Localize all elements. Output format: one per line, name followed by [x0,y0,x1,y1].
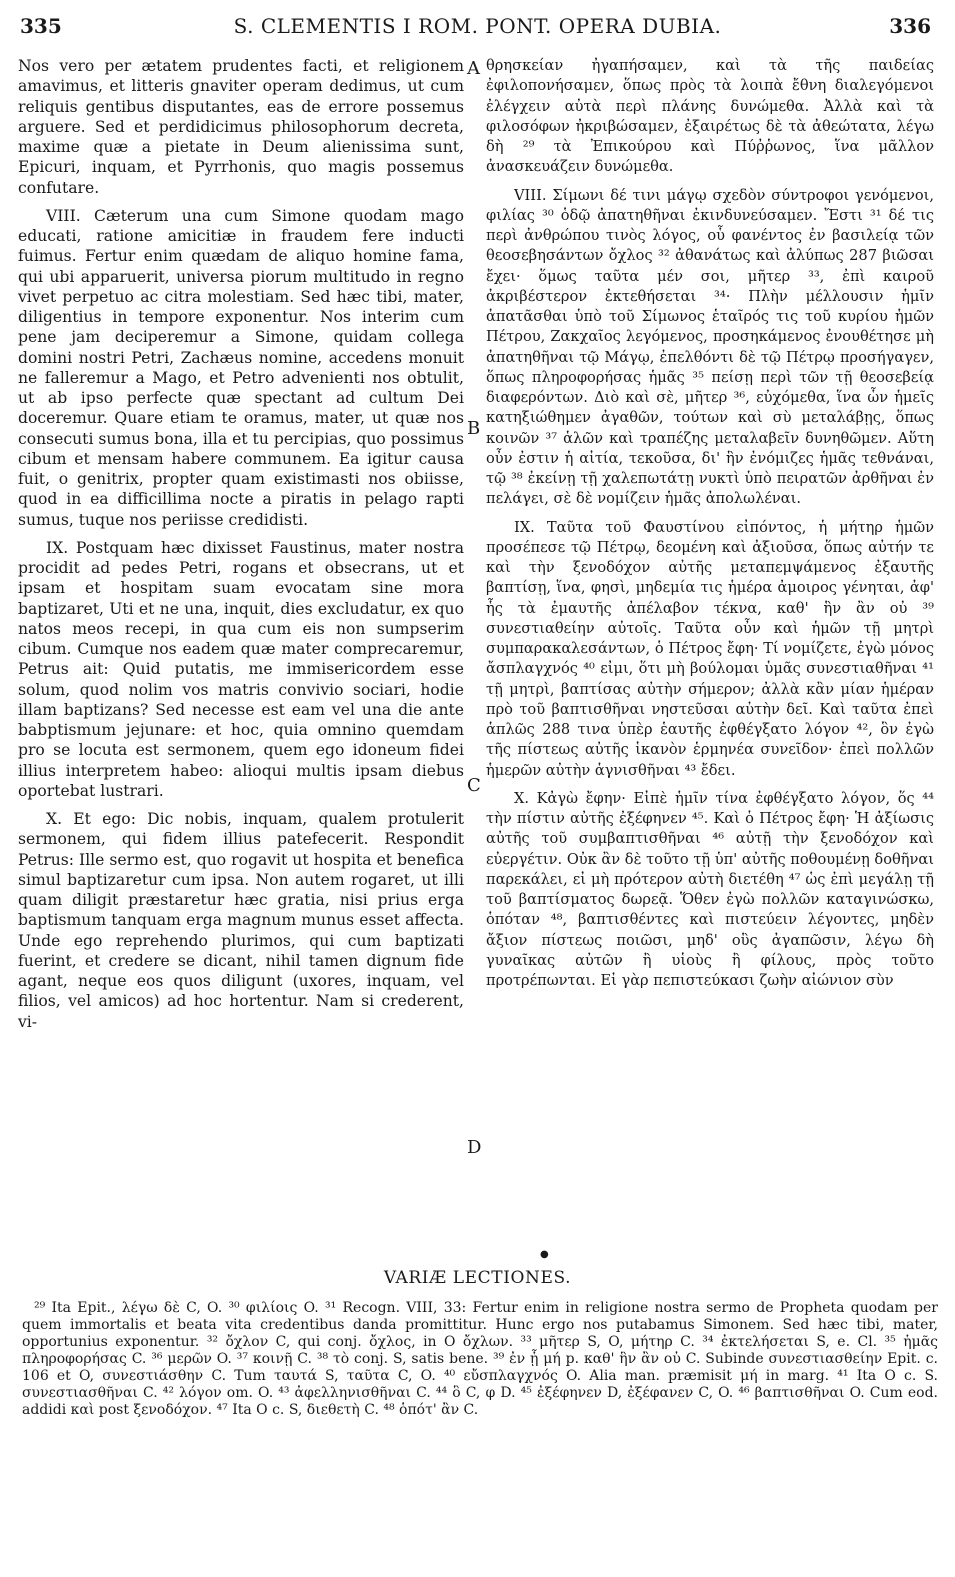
column-marker-c: C [467,775,481,796]
latin-column [18,56,464,1032]
column-marker-a: A [467,58,480,79]
greek-paragraph-viii: VIII. Σίμωνι δέ τινι μάγῳ σχεδὸν σύντροφοι γενόμενοι, φιλίας ³⁰ ὁδῷ ἀπατηθῆναι ἐκινδυνεύσαμεν. Ἔστι ³¹ δέ τις περὶ ἀνθρώπου τινὸς λόγος, οὗ φανέντος ἐν βασιλείᾳ τῶν θεοσεβησάντων ὄχλος ³² ἀθανάτως καὶ ἀλύπως 287 βιῶσαι ἔχει· ὅμως ταῦτα μέν σοι, μῆτερ ³³, ἐπὶ καιροῦ ἀκριβέστερον ἐκτεθήσεται ³⁴· Πλὴν μέλλουσιν ἡμῖν ἀπατᾶσθαι ὑπὸ τοῦ Σίμωνος ἑταῖρός τις τοῦ κυρίου ἡμῶν Πέτρου, Ζακχαῖος λεγόμενος, προσηκάμενος ἐνουθέτησε μὴ ἀπατηθῆναι τῷ Μάγῳ, ἐπελθόντι δὲ τῷ Πέτρῳ προσήγαγεν, ὅπως πληροφορήσας ἡμᾶς ³⁵ πείσῃ περὶ τῶν τῇ θεοσεβείᾳ διαφερόντων. Διὸ καὶ σὲ, μῆτερ ³⁶, εὐχόμεθα, ἵνα ὧν ἡμεῖς κατηξιώθημεν ἀγαθῶν, τούτων καὶ σὺ μεταλάβῃς, ὅπως κοινῶν ³⁷ ἁλῶν καὶ τραπέζης μεταλαβεῖν δυνηθῶμεν. Αὕτη οὖν ἐστιν ἡ αἰτία, τεκοῦσα, δι' ἣν ἐνόμιζες ἡμᾶς τεθνάναι, τῷ ³⁸ ἐκείνῃ τῇ χαλεπωτάτῃ νυκτὶ ὑπὸ πειρατῶν ἀρθῆναι ἐν πελάγει, σὲ δὲ νομίζειν ἡμᾶς ἀπολωλέναι. [486,186,934,508]
variae-lectiones-notes [22,1300,938,1419]
variae-lectiones-text: ²⁹ Ita Epit., λέγω δὲ C, O. ³⁰ φιλίοις O. ³¹ Recogn. VIII, 33: Fertur enim in religione nostra sermo de Propheta quodam per quem immortalis et beata vita credentibus danda promittitur. Hunc ergo nos putabamus Simonem. Sed hæc tibi, mater, opportunius exponentur. ³² ὄχλον C, qui conj. ὄχλος, in O ὄχλων. ³³ μῆτερ S, O, μήτηρ C. ³⁴ ἐκτελήσεται S, e. Cl. ³⁵ ἡμᾶς πληροφορήσας C. ³⁶ μερῶν O. ³⁷ κοινῇ C. ³⁸ τὸ conj. S, satis bene. ³⁹ ἐν ᾗ μή p. καθ' ἣν ἂν οὐ C. Subinde συνεστιασθείην Epit. c. 106 et O, συνεστιάσθην C. Tum ταυτά S, ταῦτα C, O. ⁴⁰ εὔσπλαγχνός O. Alia man. præmisit μή in marg. ⁴¹ Ita O c. S. συνεστιασθῆναι C. ⁴² λόγον om. O. ⁴³ ἀφελληνισθῆναι C. ⁴⁴ ὃ C, φ D. ⁴⁵ ἐξέφηνεν D, ἐξέφανεν C, O. ⁴⁶ βαπτισθῆναι O. Cum eod. addidi καὶ post ξενοδόχον. ⁴⁷ Ita O c. S, διεθετὴ C. ⁴⁸ ὁπότ' ἂν C. [22,1300,938,1418]
latin-paragraph-ix: IX. Postquam hæc dixisset Faustinus, mater nostra procidit ad pedes Petri, rogans et obsecrans, ut et ipsam et hospitam suam evocatam sine mora baptizaret, Uti et ne una, inquit, dies excludatur, ex quo natos meos recepi, in qua cum eis non sumpserim cibum. Cumque nos eadem quæ mater comprecaremur, Petrus ait: Quid putatis, me immisericordem esse solum, quod nolim vos matris convivio sociari, hodie illam baptizans? Sed necesse est eam vel una die ante babptismum jejunare: et hoc, quia omnino quemdam pro se locuta est sermonem, quem ego idoneum fidei illius interpretem habeo: alioqui multis ipsam diebus oportebat lustrari. [18,538,464,800]
page-number-right: 336 [889,14,931,38]
page-header [0,14,955,44]
separator-dot: ● [540,1249,549,1260]
latin-paragraph-viii: VIII. Cæterum una cum Simone quodam mago educati, ratione amicitiæ in fraudem fere inducti fuimus. Fertur enim quædam de aliquo homine fama, qui ubi apparuerit, universa piorum multitudo in regno vivet perpetuo ac citra molestiam. Sed hæc tibi, mater, diligentius in tempore exponentur. Nos interim cum pene jam deciperemur a Simone, quidam collega domini nostri Petri, Zachæus nomine, accedens monuit ne falleremur a Mago, et Petro advenienti nos obtulit, ut ab ipso perfecte quæ spectant ad cultum Dei doceremur. Quare etiam te oramus, mater, ut quæ nos consecuti sumus bona, illa et tu percipias, quo possimus cibum et mensam habere communem. Ea igitur causa fuit, o genitrix, propter quam existimasti nos obiisse, quod in ea difficillima nocte a piratis in pelago rapti sumus, tuque nos periisse credidisti. [18,206,464,529]
greek-paragraph-intro: θρησκείαν ἠγαπήσαμεν, καὶ τὰ τῆς παιδείας ἐφιλοπονήσαμεν, ὅπως πρὸς τὰ λοιπὰ ἔθνη διαλεγόμενοι ἐλέγχειν αὐτὰ περὶ πλάνης δυνώμεθα. Ἀλλὰ καὶ τὰ φιλοσόφων ἠκριβώσαμεν, ἐξαιρέτως δὲ τὰ ἀθεώτατα, λέγω δὴ ²⁹ τὰ Ἐπικούρου καὶ Πύῤῥωνος, ἵνα μᾶλλον ἀνασκευάζειν δυνώμεθα. [486,57,934,176]
greek-paragraph-ix: IX. Ταῦτα τοῦ Φαυστίνου εἰπόντος, ἡ μήτηρ ἡμῶν προσέπεσε τῷ Πέτρῳ, δεομένη καὶ ἀξιοῦσα, ὅπως αὐτήν τε καὶ τὴν ξενοδόχον αὐτῆς μεταπεμψάμενος ἐξαυτῆς βαπτίσῃ, ἵνα, φησὶ, μηδεμία τις ἡμέρα ἀμοιρος γένηται, ἀφ' ἧς τὰ ἐμαυτῆς ἀπέλαβον τέκνα, καθ' ἣν ἂν οὐ ³⁹ συνεστιαθείην αὐτοῖς. Ταῦτα οὖν καὶ ἡμῶν τῇ μητρὶ συμπαρακαλεσάντων, ὁ Πέτρος ἔφη· Τί νομίζετε, ἐγὼ μόνος ἄσπλαγχνός ⁴⁰ εἰμι, ὅτι μὴ βούλομαι ὑμᾶς συνεστιαθῆναι ⁴¹ τῇ μητρὶ, βαπτίσας αὐτὴν σήμερον; ἀλλὰ κἂν μίαν ἡμέραν πρὸ τοῦ βαπτισθῆναι νηστεῦσαι αὐτὴν δεῖ. Καὶ ταῦτα ἐπεὶ ἁπλῶς 288 τινα ὑπὲρ ἑαυτῆς ἐφθέγξατο λόγον ⁴², ὃν ἐγὼ τῆς πίστεως αὐτῆς ἱκανὸν ἑρμηνέα συνεῖδον· ἐπεὶ πολλῶν ἡμερῶν αὐτὴν ἁγνισθῆναι ⁴³ ἔδει. [486,518,934,779]
column-marker-b: B [467,418,481,439]
running-title: S. CLEMENTIS I ROM. PONT. OPERA DUBIA. [233,14,722,38]
column-marker-d: D [467,1137,482,1158]
variae-lectiones-title: VARIÆ LECTIONES. [383,1268,572,1288]
greek-paragraph-x: X. Κἀγὼ ἔφην· Εἰπὲ ἡμῖν τίνα ἐφθέγξατο λόγον, ὅς ⁴⁴ τὴν πίστιν αὐτῆς ἐξέφηνεν ⁴⁵. Καὶ ὁ Πέτρος ἔφη· Ἡ ἀξίωσις αὐτῆς τοῦ συμβαπτισθῆναι ⁴⁶ αὐτῇ τὴν ξενοδόχον καὶ εὐεργέτιν. Οὐκ ἂν δὲ τοῦτο τῇ ὑπ' αὐτῆς ποθουμένῃ δοθῆναι παρεκάλει, εἰ μὴ πρότερον αὐτὴ διετέθη ⁴⁷ ὡς ἐπὶ μεγάλῃ τῇ τοῦ βαπτίσματος δωρεᾷ. Ὅθεν ἐγὼ πολλῶν καταγινώσκω, ὁπόταν ⁴⁸, βαπτισθέντες καὶ πιστεύειν λέγοντες, μηδὲν ἄξιον πίστεως ποιῶσι, μηδ' οὓς ἀγαπῶσιν, λέγω δὴ γυναῖκας αὐτῶν ἢ υἱοὺς ἢ φίλους, πρὸς τοῦτο προτρέπωνται. Εἰ γὰρ πεπιστεύκασι ζωὴν αἰώνιον σὺν [486,789,934,989]
page-number-left: 335 [20,14,62,38]
greek-column [486,56,934,991]
latin-paragraph-x: X. Et ego: Dic nobis, inquam, qualem protulerit sermonem, qui fidem illius patefecerit. Respondit Petrus: Ille sermo est, quo rogavit ut hospita et benefica simul baptizaretur cum ipsa. Non autem rogaret, ut illi quam diligit præstaretur hæc gratia, nisi prius erga baptismum tanquam erga magnum munus esset affecta. Unde ego reprehendo plurimos, qui cum baptizati fuerint, et credere se dicant, nihil tamen dignum fide agant, neque eos quos diligunt (uxores, inquam, vel filios, vel amicos) ad hoc hortentur. Nam si crederent, vi- [18,810,464,1031]
latin-paragraph-intro: Nos vero per ætatem prudentes facti, et religionem amavimus, et litteris gnaviter operam dedimus, ut cum reliquis gentibus disputantes, eas de errore possemus arguere. Sed et perdidicimus philosophorum decreta, maxime quæ a pietate in Deum alienissima sunt, Epicuri, inquam, et Pyrrhonis, quo magis possemus confutare. [18,57,464,197]
